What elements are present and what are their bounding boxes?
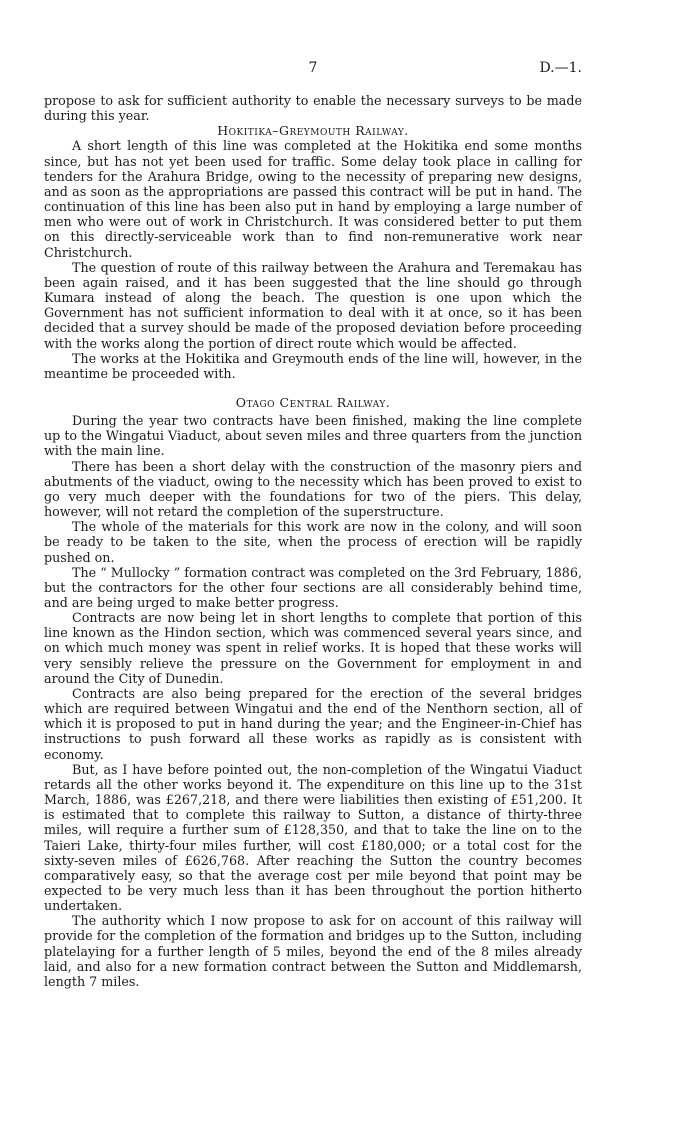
paragraph: The question of route of this railway between the Arahura and Teremakau has been again raised, and it has been suggested that the line should go through Kumara instead of along the beach. The question is one upon which the Government has not sufficient information to deal with it at once, so it has been decided that a survey should be made of the proposed deviation before proceeding with the works along the portion of direct route which would be affected. <box>44 259 582 351</box>
page-number: 7 <box>308 60 318 76</box>
paragraph: The works at the Hokitika and Greymouth ends of the line will, however, in the meantime be proceeded with. <box>44 350 582 381</box>
document-body <box>44 93 582 989</box>
document-reference: D.—1. <box>539 60 582 76</box>
section-heading-otago-central-railway: Otago Central Railway. <box>235 394 391 410</box>
paragraph: Contracts are now being let in short lengths to complete that portion of this line known as the Hindon section, which was commenced several years since, and on which much money was spent in relief works. It is hoped that these works will very sensibly relieve the pressure on the Government for employment in and around the City of Dunedin. <box>44 610 582 686</box>
page-header <box>44 60 582 80</box>
paragraph: But, as I have before pointed out, the non-completion of the Wingatui Viaduct retards all the other works beyond it. The expenditure on this line up to the 31st March, 1886, was £267,218, and there were liabilities then existing of £51,200. It is estimated that to complete this railway to Sutton, a distance of thirty-three miles, will require a further sum of £128,350, and that to take the line on to the Taieri Lake, thirty-four miles further, will cost £180,000; or a total cost for the sixty-seven miles of £626,768. After reaching the Sutton the country becomes comparatively easy, so that the average cost per mile beyond that point may be expected to be very much less than it has been throughout the portion hitherto undertaken. <box>44 761 582 914</box>
paragraph: The authority which I now propose to ask for on account of this railway will provide for the completion of the formation and bridges up to the Sutton, including platelaying for a further length of 5 miles, beyond the end of the 8 miles already laid, and also for a new formation contract between the Sutton and Middlemarsh, length 7 miles. <box>44 913 582 989</box>
paragraph: propose to ask for sufficient authority to enable the necessary surveys to be made during this year. <box>44 93 582 124</box>
paragraph: Contracts are also being prepared for the erection of the several bridges which are required between Wingatui and the end of the Nenthorn section, all of which it is proposed to put in hand during the year; and the Engineer-in-Chief has instructions to push forward all these works as rapidly as is consistent with economy. <box>44 685 582 762</box>
paragraph: The “ Mullocky ” formation contract was completed on the 3rd February, 1886, but the contractors for the other four sections are all considerably behind time, and are being urged to make better progress. <box>44 564 582 610</box>
paragraph: There has been a short delay with the construction of the masonry piers and abutments of the viaduct, owing to the necessity which has been proved to exist to go very much deeper with the foundations for two of the piers. This delay, however, will not retard the completion of the superstructure. <box>44 458 582 520</box>
paragraph: The whole of the materials for this work are now in the colony, and will soon be ready to be taken to the site, when the process of erection will be rapidly pushed on. <box>44 519 582 565</box>
section-heading-hokitika-greymouth-railway: Hokitika–Greymouth Railway. <box>217 123 409 139</box>
paragraph: A short length of this line was completed at the Hokitika end some months since, but has not yet been used for traffic. Some delay took place in calling for tenders for the Arahura Bridge, owing to the necessity of preparing new designs, and as soon as the appropriations are passed this contract will be put in hand. The continuation of this line has been also put in hand by employing a large number of men who were out of work in Christchurch. It was considered better to put them on this directly-serviceable work than to find non-remunerative work near Christchurch. <box>44 138 582 260</box>
paragraph: During the year two contracts have been finished, making the line complete up to the Wingatui Viaduct, about seven miles and three quarters from the junction with the main line. <box>44 413 582 459</box>
